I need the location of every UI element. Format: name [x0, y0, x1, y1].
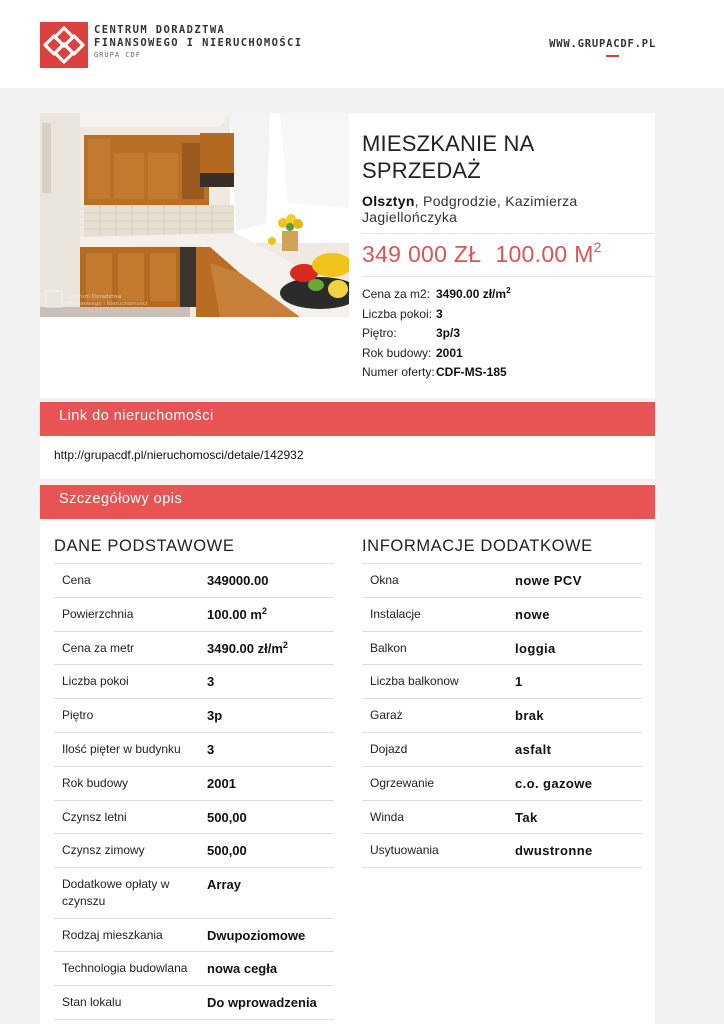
- basic-row-value: [207, 808, 247, 834]
- extra-row-value: brak: [515, 708, 545, 724]
- site-url-underline: [606, 55, 619, 57]
- basic-row-label: Stan lokalu: [62, 995, 122, 1010]
- link-section-card: [40, 436, 655, 479]
- table-row: [54, 632, 334, 666]
- param-label: Piętro:: [362, 326, 397, 340]
- extra-row-label: Dojazd: [370, 741, 408, 756]
- basic-row-label: Cena za metr: [62, 640, 135, 655]
- param-value-sup: 2: [506, 286, 511, 295]
- listing-area-sup: 2: [593, 239, 602, 255]
- listing-price: 349 000 ZŁ: [362, 241, 482, 267]
- param-value: [436, 285, 511, 305]
- basic-row-label: Ilość pięter w budynku: [62, 741, 181, 756]
- table-row: [54, 952, 334, 986]
- table-row: [362, 834, 642, 868]
- link-section-header: Link do nieruchomości: [40, 402, 655, 436]
- extra-row-value: asfalt: [515, 741, 552, 757]
- basic-row-value: [207, 875, 241, 918]
- param-row: [362, 285, 654, 305]
- basic-row-label: Rodzaj mieszkania: [62, 927, 163, 942]
- table-row: [54, 868, 334, 919]
- listing-params: [362, 285, 654, 383]
- company-logo-icon: [40, 22, 88, 68]
- basic-row-value: [207, 841, 247, 867]
- extra-row-value: dwustronne: [515, 843, 593, 859]
- param-row: [362, 363, 654, 383]
- table-row: [362, 632, 642, 666]
- table-row: [54, 598, 334, 632]
- listing-title: MIESZKANIE NA SPRZEDAŻ: [362, 131, 534, 183]
- param-value-text: 3490.00 zł/m: [436, 287, 507, 301]
- param-label: Liczba pokoi:: [362, 306, 433, 321]
- brand-line-2: FINANSOWEGO I NIERUCHOMOŚCI: [94, 37, 303, 49]
- brand-name: [94, 24, 302, 59]
- basic-row-value: [207, 993, 317, 1019]
- extra-row-label: Okna: [370, 573, 399, 587]
- table-row: [362, 598, 642, 632]
- basic-row-value: [207, 672, 214, 698]
- basic-row-label: Piętro: [62, 708, 94, 723]
- param-value-text: 2001: [436, 345, 463, 360]
- basic-row-value-sup: 2: [261, 605, 267, 616]
- listing-area: 100.00 M: [495, 241, 594, 267]
- param-value-text: 3p/3: [436, 326, 461, 340]
- extra-row-label: Winda: [370, 809, 405, 824]
- extra-row-label: Garaż: [370, 708, 403, 723]
- basic-row-value: [207, 774, 236, 800]
- basic-row-value: [207, 740, 214, 766]
- param-label: Numer oferty:: [362, 365, 435, 379]
- property-url-link[interactable]: http://grupacdf.pl/nieruchomosci/detale/142932: [54, 448, 304, 462]
- param-value-text: CDF-MS-185: [436, 365, 507, 379]
- basic-row-label: Technologia budowlana: [62, 961, 188, 976]
- table-row: [54, 699, 334, 733]
- param-value-text: 3: [436, 306, 443, 321]
- basic-row-label: Cena: [62, 573, 91, 587]
- table-row: [54, 564, 334, 598]
- basic-row-value-text: Do wprowadzenia: [207, 995, 317, 1011]
- basic-row-label: Czynsz zimowy: [62, 843, 145, 858]
- table-row: [54, 834, 334, 868]
- basic-row-value: [207, 639, 288, 665]
- table-row: [54, 986, 334, 1020]
- basic-row-label: Powierzchnia: [62, 606, 134, 621]
- table-row: [54, 733, 334, 767]
- extra-row-label: Balkon: [370, 640, 407, 655]
- basic-row-value-sup: 2: [282, 639, 288, 650]
- extra-row-label: Liczba balkonow: [370, 674, 459, 689]
- basic-row-value-text: 3: [207, 741, 215, 757]
- listing-address-rest: , Podgrodzie, Kazimierza Jagiellończyka: [362, 193, 578, 225]
- basic-row-value: [207, 571, 268, 597]
- basic-row-value-text: 3490.00 zł/m: [207, 640, 283, 656]
- basic-row-label: Czynsz letni: [62, 809, 127, 824]
- param-label: Rok budowy:: [362, 345, 432, 360]
- page-header: [0, 0, 724, 88]
- extra-row-label: Usytuowania: [370, 843, 439, 858]
- extra-row-value: Tak: [515, 809, 538, 825]
- description-section-header: Szczegółowy opis: [40, 485, 655, 519]
- basic-row-value: [207, 959, 277, 985]
- basic-data-column: [54, 537, 334, 1020]
- param-row: [362, 305, 654, 325]
- basic-row-value: [207, 926, 305, 952]
- param-value: [436, 305, 443, 325]
- param-row: [362, 324, 654, 344]
- extra-info-title: INFORMACJE DODATKOWE: [362, 537, 642, 564]
- param-label: Cena za m2:: [362, 287, 431, 301]
- brand-sub: GRUPA CDF: [94, 51, 141, 59]
- extra-row-value: nowe: [515, 606, 550, 622]
- listing-address: [362, 193, 654, 225]
- basic-row-value-text: 100.00 m: [207, 606, 262, 622]
- basic-data-title: DANE PODSTAWOWE: [54, 537, 334, 564]
- extra-row-label: Ogrzewanie: [370, 775, 435, 790]
- table-row: [54, 919, 334, 953]
- extra-row-label: Instalacje: [370, 606, 421, 621]
- basic-row-value-text: 3p: [207, 708, 223, 724]
- listing-city: Olsztyn: [362, 193, 415, 209]
- param-value: [436, 344, 463, 364]
- table-row: [362, 733, 642, 767]
- basic-row-label: Rok budowy: [62, 775, 129, 790]
- table-row: [362, 665, 642, 699]
- param-value: [436, 363, 507, 383]
- description-card: [40, 519, 655, 1024]
- table-row: [54, 801, 334, 835]
- site-url-link[interactable]: WWW.GRUPACDF.PL: [549, 38, 656, 50]
- param-value: [436, 324, 460, 344]
- table-row: [362, 564, 642, 598]
- extra-info-column: [362, 537, 642, 868]
- brand-line-1: CENTRUM DORADZTWA: [94, 24, 226, 36]
- basic-row-value-text: 2001: [207, 775, 236, 791]
- photo-watermark-line2: Finansowego i Nieruchomości: [66, 301, 148, 307]
- basic-row-value-text: Dwupoziomowe: [207, 927, 306, 943]
- basic-row-value: [207, 605, 267, 631]
- basic-row-value-text: 3: [207, 674, 215, 690]
- extra-row-value: c.o. gazowe: [515, 775, 593, 791]
- basic-row-value: [207, 706, 222, 732]
- basic-row-value-text: 500,00: [207, 809, 247, 825]
- basic-row-label: Dodatkowe opłaty w czynszu: [62, 877, 170, 909]
- basic-row-value-text: 500,00: [207, 843, 247, 859]
- table-row: [54, 767, 334, 801]
- basic-row-label: Liczba pokoi: [62, 674, 129, 689]
- basic-row-value-text: 349000.00: [207, 573, 269, 588]
- basic-row-value-text: nowa cegła: [207, 961, 278, 977]
- param-row: [362, 344, 654, 364]
- kitchen-photo-icon: [40, 113, 349, 317]
- table-row: [362, 801, 642, 835]
- extra-row-value: 1: [515, 674, 523, 690]
- extra-row-value: loggia: [515, 640, 556, 656]
- basic-row-value-text: Array: [207, 877, 241, 893]
- table-row: [362, 699, 642, 733]
- listing-info: [362, 130, 654, 383]
- photo-watermark-line1: Centrum Doradztwa: [66, 294, 122, 300]
- price-area-row: [362, 233, 654, 277]
- extra-row-value: nowe PCV: [515, 573, 582, 588]
- table-row: [54, 665, 334, 699]
- table-row: [362, 767, 642, 801]
- listing-summary-card: [40, 113, 655, 398]
